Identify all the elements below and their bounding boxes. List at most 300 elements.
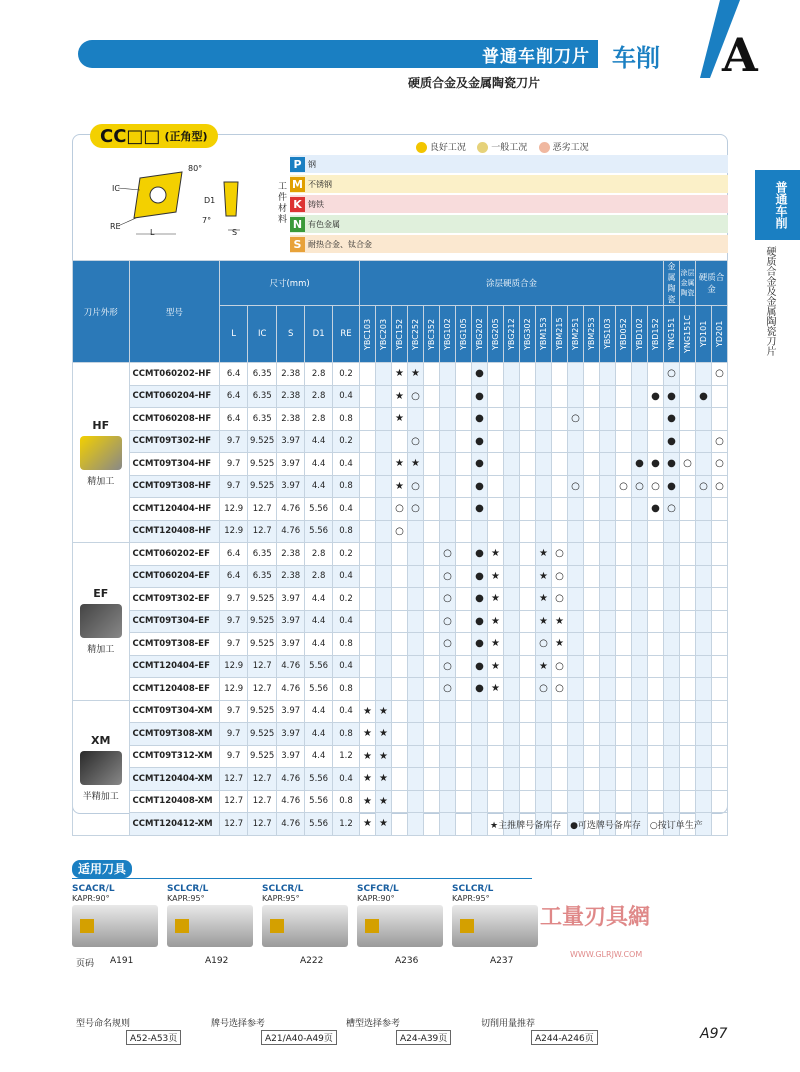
dim-cell: 5.56: [305, 768, 333, 791]
grade-cell: [647, 678, 663, 701]
grade-cell: ●: [663, 385, 679, 408]
grade-cell: [615, 498, 631, 521]
grade-cell: [455, 453, 471, 476]
grade-cell: [519, 678, 535, 701]
grade-cell: [359, 363, 375, 386]
grade-cell: [535, 520, 551, 543]
material-row-m: [290, 175, 728, 193]
grade-cell: [567, 610, 583, 633]
grade-cell: [359, 385, 375, 408]
grade-cell: ★: [391, 408, 407, 431]
grade-col-header: [679, 306, 695, 363]
dim-cell: 5.56: [305, 813, 333, 836]
grade-cell: [519, 745, 535, 768]
legend: [416, 140, 589, 153]
grade-cell: [647, 408, 663, 431]
grade-cell: ★: [359, 700, 375, 723]
grade-cell: [487, 700, 503, 723]
grade-cell: [535, 408, 551, 431]
dim-cell: 12.7: [248, 655, 277, 678]
grade-cell: [423, 700, 439, 723]
grade-cell: [695, 678, 711, 701]
grade-cell: [599, 723, 615, 746]
grade-cell: [535, 498, 551, 521]
tools-divider: [72, 878, 532, 879]
grade-cell: [599, 385, 615, 408]
grade-cell: ○: [647, 475, 663, 498]
reference-link[interactable]: [76, 1016, 181, 1045]
dim-cell: 0.4: [333, 385, 360, 408]
grade-cell: [535, 475, 551, 498]
grade-cell: [551, 363, 567, 386]
grade-cell: [423, 768, 439, 791]
tool-kapr: KAPR:95°: [167, 894, 205, 903]
grade-cell: [599, 520, 615, 543]
grade-cell: [375, 610, 391, 633]
grade-cell: ○: [551, 655, 567, 678]
grade-cell: [663, 543, 679, 566]
grade-cell: ●: [647, 498, 663, 521]
model-cell: CCMT09T304-HF: [129, 453, 220, 476]
grade-cell: [615, 430, 631, 453]
tool-name: SCFCR/L: [357, 884, 399, 894]
grade-cell: ○: [711, 453, 727, 476]
grade-col-header: [663, 306, 679, 363]
grade-cell: [679, 430, 695, 453]
grade-cell: [439, 475, 455, 498]
grade-cell: [519, 610, 535, 633]
grade-name: YD201: [714, 320, 724, 348]
dim-cell: 9.7: [220, 745, 248, 768]
table-row: [73, 723, 728, 746]
grade-cell: [583, 498, 599, 521]
grade-cell: [471, 813, 487, 836]
grade-cell: ★: [487, 678, 503, 701]
grade-col-header: [599, 306, 615, 363]
cermet-label: 金属陶瓷: [667, 262, 676, 304]
grade-cell: ★: [391, 385, 407, 408]
table-row: [73, 588, 728, 611]
dim-cell: 12.7: [248, 678, 277, 701]
grade-cell: [535, 385, 551, 408]
grade-cell: [615, 520, 631, 543]
grade-cell: [695, 700, 711, 723]
table-row: [73, 363, 728, 386]
grade-cell: [679, 723, 695, 746]
grade-cell: [503, 655, 519, 678]
grade-col-header: [455, 306, 471, 363]
grade-cell: [455, 655, 471, 678]
grade-cell: [567, 520, 583, 543]
grade-cell: [487, 498, 503, 521]
grade-cell: [423, 633, 439, 656]
grade-cell: [519, 430, 535, 453]
grade-cell: [615, 453, 631, 476]
grade-cell: [599, 543, 615, 566]
page-number: A97: [700, 1026, 728, 1042]
dim-cell: 5.56: [305, 678, 333, 701]
grade-cell: [503, 565, 519, 588]
grade-cell: [439, 453, 455, 476]
grade-cell: [503, 768, 519, 791]
tool-card[interactable]: [452, 884, 538, 947]
dim-cell: 2.8: [305, 543, 333, 566]
grade-cell: [567, 700, 583, 723]
grade-cell: ★: [375, 790, 391, 813]
grade-cell: [503, 430, 519, 453]
grade-cell: [583, 430, 599, 453]
grade-col-header: [535, 306, 551, 363]
dim-cell: 0.8: [333, 790, 360, 813]
grade-cell: [359, 498, 375, 521]
tool-page[interactable]: A236: [395, 956, 419, 966]
dim-cell: 0.8: [333, 723, 360, 746]
grade-cell: [519, 588, 535, 611]
grade-cell: [407, 588, 423, 611]
dim-cell: 12.9: [220, 520, 248, 543]
grade-col-header: [647, 306, 663, 363]
dim-col-header: L: [220, 306, 248, 363]
grade-name: YBG212: [506, 318, 516, 350]
dim-cell: 3.97: [277, 610, 305, 633]
grade-cell: [567, 588, 583, 611]
grade-cell: [535, 700, 551, 723]
grade-cell: [695, 633, 711, 656]
grade-cell: [439, 408, 455, 431]
tool-page[interactable]: A191: [110, 956, 134, 966]
grade-col-header: [503, 306, 519, 363]
dim-cell: 3.97: [277, 453, 305, 476]
grade-cell: [359, 543, 375, 566]
grade-col-header: [519, 306, 535, 363]
grade-cell: ●: [471, 498, 487, 521]
dim-cell: 12.7: [220, 813, 248, 836]
grade-cell: [535, 790, 551, 813]
grade-cell: [423, 790, 439, 813]
side-tab[interactable]: 普通车削: [755, 170, 800, 240]
grade-cell: ●: [663, 408, 679, 431]
grade-cell: [599, 363, 615, 386]
dim-cell: 6.4: [220, 565, 248, 588]
grade-cell: [423, 655, 439, 678]
grade-cell: [535, 453, 551, 476]
grade-cell: [407, 723, 423, 746]
grade-cell: ★: [551, 610, 567, 633]
material-name: 钢: [308, 159, 316, 169]
grade-cell: [647, 588, 663, 611]
dim-cell: 9.7: [220, 610, 248, 633]
material-row-n: [290, 215, 728, 233]
grade-cell: ○: [679, 453, 695, 476]
grade-cell: [519, 475, 535, 498]
grade-cell: [679, 588, 695, 611]
grade-cell: [711, 633, 727, 656]
grade-cell: ●: [471, 408, 487, 431]
grade-cell: [551, 385, 567, 408]
grade-cell: ★: [535, 610, 551, 633]
table-row: [73, 678, 728, 701]
grade-cell: [471, 700, 487, 723]
dim-cell: 3.97: [277, 700, 305, 723]
grade-cell: [455, 363, 471, 386]
grade-cell: [583, 633, 599, 656]
grade-cell: ★: [375, 700, 391, 723]
grade-cell: [583, 453, 599, 476]
grade-cell: [519, 655, 535, 678]
model-cell: CCMT120408-XM: [129, 790, 220, 813]
grade-col-header: [407, 306, 423, 363]
grade-cell: ○: [567, 408, 583, 431]
grade-cell: [583, 790, 599, 813]
grade-cell: [391, 790, 407, 813]
grade-cell: [631, 678, 647, 701]
grade-cell: [375, 453, 391, 476]
grade-cell: [583, 565, 599, 588]
grade-cell: [423, 745, 439, 768]
grade-cell: [599, 498, 615, 521]
dim-cell: 9.525: [248, 453, 277, 476]
grade-cell: [455, 700, 471, 723]
grade-cell: [583, 723, 599, 746]
grade-cell: ★: [359, 813, 375, 836]
grade-cell: [423, 453, 439, 476]
grade-cell: [583, 655, 599, 678]
col-carbide: 硬质合金: [695, 261, 727, 306]
grade-cell: ★: [359, 723, 375, 746]
grade-cell: [391, 430, 407, 453]
grade-name: YNG151C: [682, 315, 692, 353]
grade-cell: ●: [663, 475, 679, 498]
grade-cell: [695, 453, 711, 476]
grade-cell: [439, 498, 455, 521]
tool-card[interactable]: [167, 884, 253, 947]
grade-cell: [679, 498, 695, 521]
grade-cell: [583, 475, 599, 498]
grade-cell: [503, 723, 519, 746]
grade-cell: [439, 813, 455, 836]
grade-cell: ○: [663, 363, 679, 386]
grade-cell: ★: [535, 588, 551, 611]
grade-cell: [663, 678, 679, 701]
dim-cell: 0.8: [333, 475, 360, 498]
shape-cell: [73, 363, 130, 543]
dim-cell: 4.76: [277, 498, 305, 521]
material-name: 不锈钢: [308, 179, 332, 189]
dim-cell: 0.4: [333, 655, 360, 678]
table-row: [73, 543, 728, 566]
grade-cell: [695, 588, 711, 611]
grade-cell: ★: [359, 790, 375, 813]
grade-col-header: [567, 306, 583, 363]
grade-cell: [583, 520, 599, 543]
side-subtitle: 硬质合金及金属陶瓷刀片: [764, 246, 775, 356]
reference-pages: A52-A53页: [126, 1030, 181, 1045]
grade-cell: [391, 610, 407, 633]
grade-cell: [503, 633, 519, 656]
dim-cell: 2.38: [277, 385, 305, 408]
insert-icon: [175, 919, 189, 933]
material-letter: K: [290, 197, 305, 212]
grade-cell: [631, 655, 647, 678]
grade-cell: [631, 565, 647, 588]
grade-cell: ★: [391, 475, 407, 498]
dim-cell: 12.7: [248, 520, 277, 543]
grade-cell: ★: [487, 610, 503, 633]
grade-cell: [567, 385, 583, 408]
chipbreaker-code: XM: [91, 733, 111, 747]
grade-cell: [567, 745, 583, 768]
tool-page[interactable]: A222: [300, 956, 324, 966]
model-cell: CCMT120404-HF: [129, 498, 220, 521]
grade-table: [72, 260, 728, 836]
grade-cell: ○: [407, 498, 423, 521]
grade-cell: [455, 610, 471, 633]
grade-cell: [631, 700, 647, 723]
dim-cell: 4.76: [277, 655, 305, 678]
grade-cell: [391, 700, 407, 723]
model-cell: CCMT060202-HF: [129, 363, 220, 386]
material-name: 有色金属: [308, 219, 340, 229]
grade-cell: ○: [407, 475, 423, 498]
dim-cell: 12.7: [248, 813, 277, 836]
grade-cell: [423, 475, 439, 498]
tool-page[interactable]: A237: [490, 956, 514, 966]
grade-cell: [711, 700, 727, 723]
grade-cell: [423, 723, 439, 746]
grade-cell: ●: [647, 385, 663, 408]
dim-cell: 5.56: [305, 498, 333, 521]
model-cell: CCMT060202-EF: [129, 543, 220, 566]
grade-cell: [631, 723, 647, 746]
grade-cell: [359, 588, 375, 611]
grade-cell: [519, 453, 535, 476]
grade-cell: [679, 520, 695, 543]
dim-cell: 0.2: [333, 430, 360, 453]
grade-cell: [551, 520, 567, 543]
dim-cell: 2.8: [305, 565, 333, 588]
material-row-k: [290, 195, 728, 213]
grade-cell: [359, 475, 375, 498]
dim-cell: 0.4: [333, 565, 360, 588]
grade-cell: [695, 363, 711, 386]
col-coated-cermet: [679, 261, 695, 306]
grade-cell: [615, 588, 631, 611]
reference-link[interactable]: [211, 1016, 337, 1045]
grade-cell: [615, 363, 631, 386]
grade-cell: ○: [391, 520, 407, 543]
table-row: [73, 745, 728, 768]
grade-cell: [663, 610, 679, 633]
material-letter: M: [290, 177, 305, 192]
grade-name: YBC203: [378, 318, 388, 350]
dim-cell: 3.97: [277, 588, 305, 611]
grade-cell: [567, 790, 583, 813]
grade-cell: [391, 723, 407, 746]
grade-cell: [375, 678, 391, 701]
grade-col-header: [471, 306, 487, 363]
grade-cell: [407, 768, 423, 791]
dim-cell: 0.2: [333, 588, 360, 611]
chipbreaker-code: EF: [93, 587, 109, 601]
grade-cell: [487, 408, 503, 431]
grade-cell: ○: [407, 385, 423, 408]
table-row: [73, 385, 728, 408]
grade-cell: [631, 385, 647, 408]
grade-cell: ★: [407, 363, 423, 386]
grade-cell: [711, 768, 727, 791]
grade-cell: [583, 745, 599, 768]
dim-cell: 3.97: [277, 633, 305, 656]
grade-cell: [599, 790, 615, 813]
grade-cell: ○: [439, 678, 455, 701]
dim-cell: 9.7: [220, 475, 248, 498]
grade-cell: [631, 408, 647, 431]
model-cell: CCMT09T302-HF: [129, 430, 220, 453]
grade-cell: [599, 453, 615, 476]
grade-cell: [535, 768, 551, 791]
tool-card[interactable]: [262, 884, 348, 947]
grade-cell: [391, 655, 407, 678]
table-row: [73, 565, 728, 588]
grade-cell: [599, 745, 615, 768]
grade-cell: [471, 520, 487, 543]
dim-cell: 4.76: [277, 813, 305, 836]
grade-cell: [631, 633, 647, 656]
grade-cell: [375, 655, 391, 678]
grade-cell: [423, 408, 439, 431]
grade-cell: [455, 385, 471, 408]
grade-cell: ●: [695, 385, 711, 408]
grade-cell: [439, 430, 455, 453]
dim-col-header: D1: [305, 306, 333, 363]
grade-cell: [695, 610, 711, 633]
grade-cell: [391, 565, 407, 588]
table-row: [73, 520, 728, 543]
grade-cell: [391, 543, 407, 566]
grade-cell: [631, 363, 647, 386]
grade-cell: [711, 408, 727, 431]
grade-cell: ○: [439, 633, 455, 656]
dim-cell: 4.4: [305, 700, 333, 723]
grade-cell: [599, 655, 615, 678]
tool-card[interactable]: [357, 884, 443, 947]
s-label: S: [232, 228, 238, 237]
grade-cell: [567, 768, 583, 791]
grade-cell: ○: [535, 633, 551, 656]
grade-cell: [615, 610, 631, 633]
dim-col-header: IC: [248, 306, 277, 363]
grade-cell: [503, 790, 519, 813]
reference-link[interactable]: [346, 1016, 451, 1045]
grade-cell: [455, 790, 471, 813]
grade-cell: [615, 385, 631, 408]
tool-page[interactable]: A192: [205, 956, 229, 966]
reference-link[interactable]: [481, 1016, 598, 1045]
grade-cell: [375, 565, 391, 588]
dim-cell: 6.35: [248, 385, 277, 408]
grade-cell: [503, 475, 519, 498]
grade-cell: ★: [551, 633, 567, 656]
tool-card[interactable]: [72, 884, 158, 947]
grade-cell: ○: [567, 475, 583, 498]
reference-pages: A24-A39页: [396, 1030, 451, 1045]
model-cell: CCMT060204-HF: [129, 385, 220, 408]
grade-cell: [503, 498, 519, 521]
grade-cell: [359, 655, 375, 678]
grade-cell: [695, 745, 711, 768]
table-row: [73, 453, 728, 476]
dim-cell: 9.7: [220, 723, 248, 746]
